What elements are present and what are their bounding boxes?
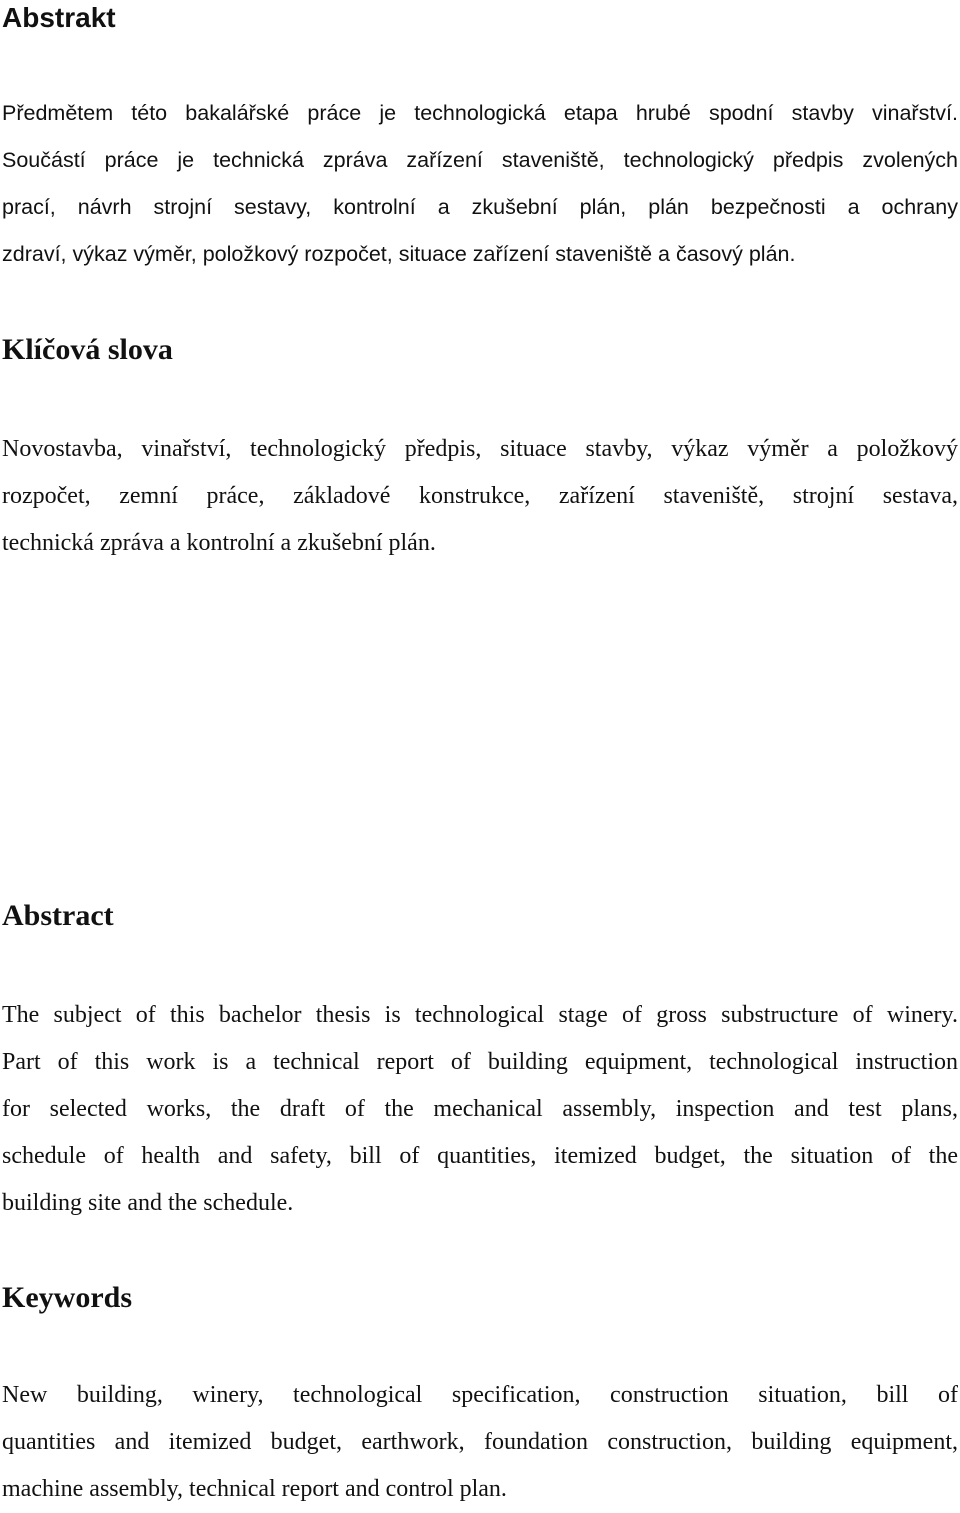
- abstrakt-line-1: Předmětem této bakalářské práce je technologická etapa hrubé spodní stavby vinařství.: [2, 101, 958, 125]
- abstrakt-paragraph: [2, 90, 958, 278]
- klicova-slova-line-1: Novostavba, vinařství, technologický předpis, situace stavby, výkaz výměr a položkový: [2, 436, 958, 462]
- klicova-slova-line-2: rozpočet, zemní práce, základové konstrukce, zařízení staveniště, strojní sestava,: [2, 483, 958, 509]
- abstract-paragraph: [2, 992, 958, 1227]
- abstract-line-1: The subject of this bachelor thesis is technological stage of gross substructure of winery.: [2, 1002, 958, 1028]
- klicova-slova-heading: Klíčová slova: [2, 333, 173, 366]
- klicova-slova-line-3: technická zpráva a kontrolní a zkušební plán.: [2, 530, 436, 556]
- abstract-heading: Abstract: [2, 899, 114, 932]
- abstrakt-line-2: Součástí práce je technická zpráva zařízení staveniště, technologický předpis zvolených: [2, 148, 958, 172]
- abstract-line-4: schedule of health and safety, bill of quantities, itemized budget, the situation of the: [2, 1143, 958, 1169]
- abstract-line-2: Part of this work is a technical report of building equipment, technological instruction: [2, 1049, 958, 1075]
- klicova-slova-paragraph: [2, 426, 958, 567]
- abstrakt-line-3: prací, návrh strojní sestavy, kontrolní a zkušební plán, plán bezpečnosti a ochrany: [2, 195, 958, 219]
- keywords-line-2: quantities and itemized budget, earthwork, foundation construction, building equipment,: [2, 1429, 958, 1455]
- keywords-paragraph: [2, 1372, 958, 1513]
- abstrakt-line-4: zdraví, výkaz výměr, položkový rozpočet, situace zařízení staveniště a časový plán.: [2, 242, 796, 266]
- keywords-line-3: machine assembly, technical report and control plan.: [2, 1476, 507, 1502]
- abstract-line-5: building site and the schedule.: [2, 1190, 294, 1216]
- abstrakt-heading: Abstrakt: [2, 2, 116, 33]
- keywords-heading: Keywords: [2, 1281, 132, 1314]
- abstract-line-3: for selected works, the draft of the mechanical assembly, inspection and test plans,: [2, 1096, 958, 1122]
- keywords-line-1: New building, winery, technological specification, construction situation, bill of: [2, 1382, 958, 1408]
